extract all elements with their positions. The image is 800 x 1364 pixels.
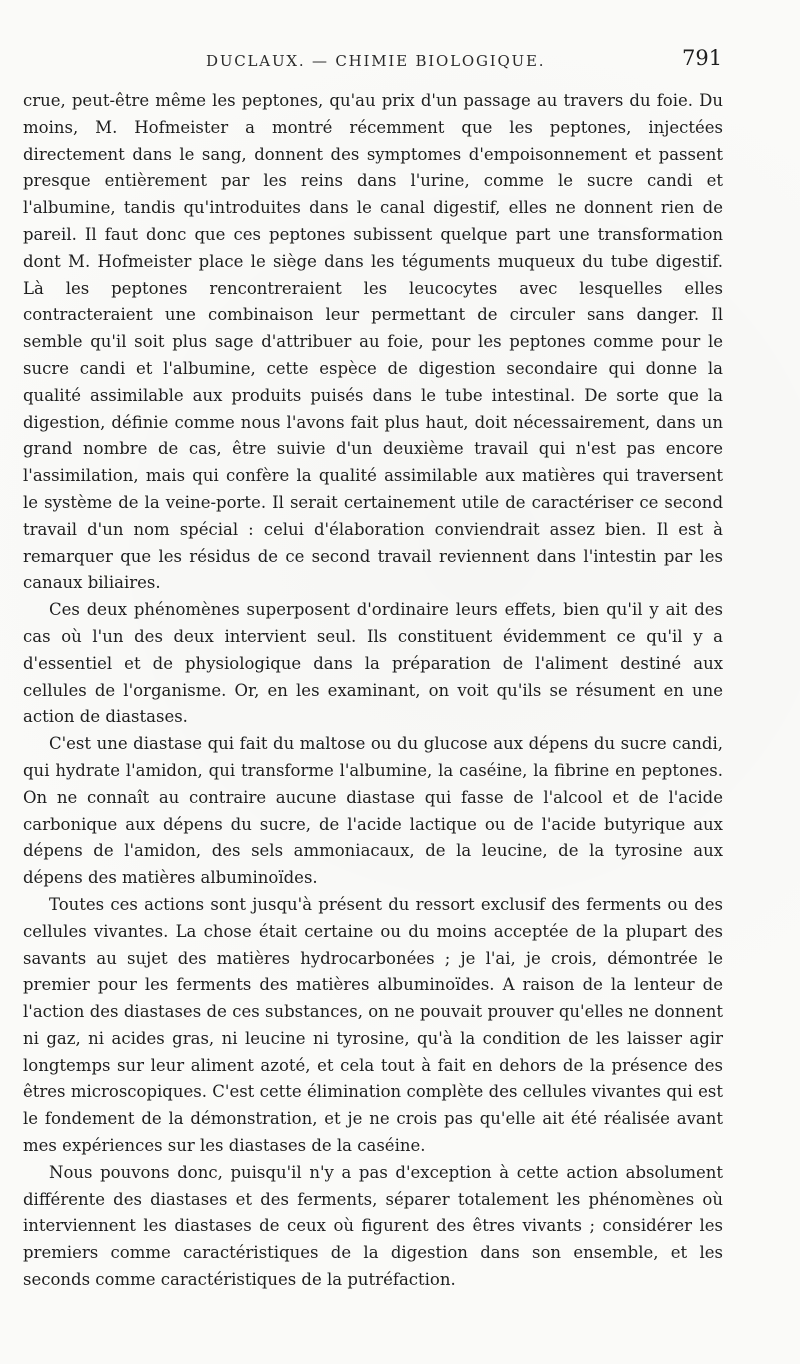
- paragraph-4: Toutes ces actions sont jusqu'à présent du ressort exclusif des ferments ou des cellules vivantes. La chose était certaine ou du moins acceptée de la plupart des savants au sujet des matières hydrocarbonées ; je l'ai, je crois, démontrée le premier pour les ferments des matières albuminoïdes. A raison de la lenteur de l'action des diastases de ces substances, on ne pouvait prouver qu'elles ne donnent ni gaz, ni acides gras, ni leucine ni tyrosine, qu'à la condition de les laisser agir longtemps sur leur aliment azoté, et cela tout à fait en dehors de la présence des êtres microscopiques. C'est cette élimination complète des cellules vivantes qui est le fondement de la démonstration, et je ne crois pas qu'elle ait été réalisée avant mes expériences sur les diastases de la caséine.: [23, 894, 723, 1156]
- running-title: DUCLAUX. — CHIMIE BIOLOGIQUE.: [206, 52, 546, 70]
- running-header: [0, 46, 800, 76]
- paragraph-3: C'est une diastase qui fait du maltose ou du glucose aux dépens du sucre candi, qui hydrate l'amidon, qui transforme l'albumine, la caséine, la fibrine en peptones. On ne connaît au contraire aucune diastase qui fasse de l'alcool et de l'acide carbonique aux dépens du sucre, de l'acide lactique ou de l'acide butyrique aux dépens de l'amidon, des sels ammoniacaux, de la leucine, de la tyrosine aux dépens des matières albuminoïdes.: [23, 734, 723, 888]
- paragraph-2: Ces deux phénomènes superposent d'ordinaire leurs effets, bien qu'il y ait des cas où l'un des deux intervient seul. Ils constituent évidemment ce qu'il y a d'essentiel et de physiologique dans la préparation de l'aliment destiné aux cellules de l'organisme. Or, en les examinant, on voit qu'ils se résument en une action de diastases.: [23, 600, 723, 727]
- body-text: [23, 88, 723, 1294]
- paragraph-5: Nous pouvons donc, puisqu'il n'y a pas d'exception à cette action absolument différente des diastases et des ferments, séparer totalement les phénomènes où interviennent les diastases de ceux où figurent des êtres vivants ; considérer les premiers comme caractéristiques de la digestion dans son ensemble, et les seconds comme caractéristiques de la putréfaction.: [23, 1162, 723, 1290]
- page-number: 791: [682, 46, 723, 70]
- paragraph-1: crue, peut-être même les peptones, qu'au prix d'un passage au travers du foie. Du moins, M. Hofmeister a montré récemment que les peptones, injectées directement dans le sang, donnent des symptomes d'empoisonnement et passent presque entièrement par les reins dans l'urine, comme le sucre candi et l'albumine, tandis qu'introduites dans le canal digestif, elles ne donnent rien de pareil. Il faut donc que ces peptones subissent quelque part une transformation dont M. Hofmeister place le siège dans les téguments muqueux du tube digestif. Là les peptones rencontreraient les leucocytes avec lesquelles elles contracteraient une combinaison leur permettant de circuler sans danger. Il semble qu'il soit plus sage d'attribuer au foie, pour les peptones comme pour le sucre candi et l'albumine, cette espèce de digestion secondaire qui donne la qualité assimilable aux produits puisés dans le tube intestinal. De sorte que la digestion, définie comme nous l'avons fait plus haut, doit nécessairement, dans un grand nombre de cas, être suivie d'un deuxième travail qui n'est pas encore l'assimilation, mais qui confère la qualité assimilable aux matières qui traversent le système de la veine-porte. Il serait certainement utile de caractériser ce second travail d'un nom spécial : celui d'élaboration conviendrait assez bien. Il est à remarquer que les résidus de ce second travail reviennent dans l'intestin par les canaux biliaires.: [23, 91, 723, 593]
